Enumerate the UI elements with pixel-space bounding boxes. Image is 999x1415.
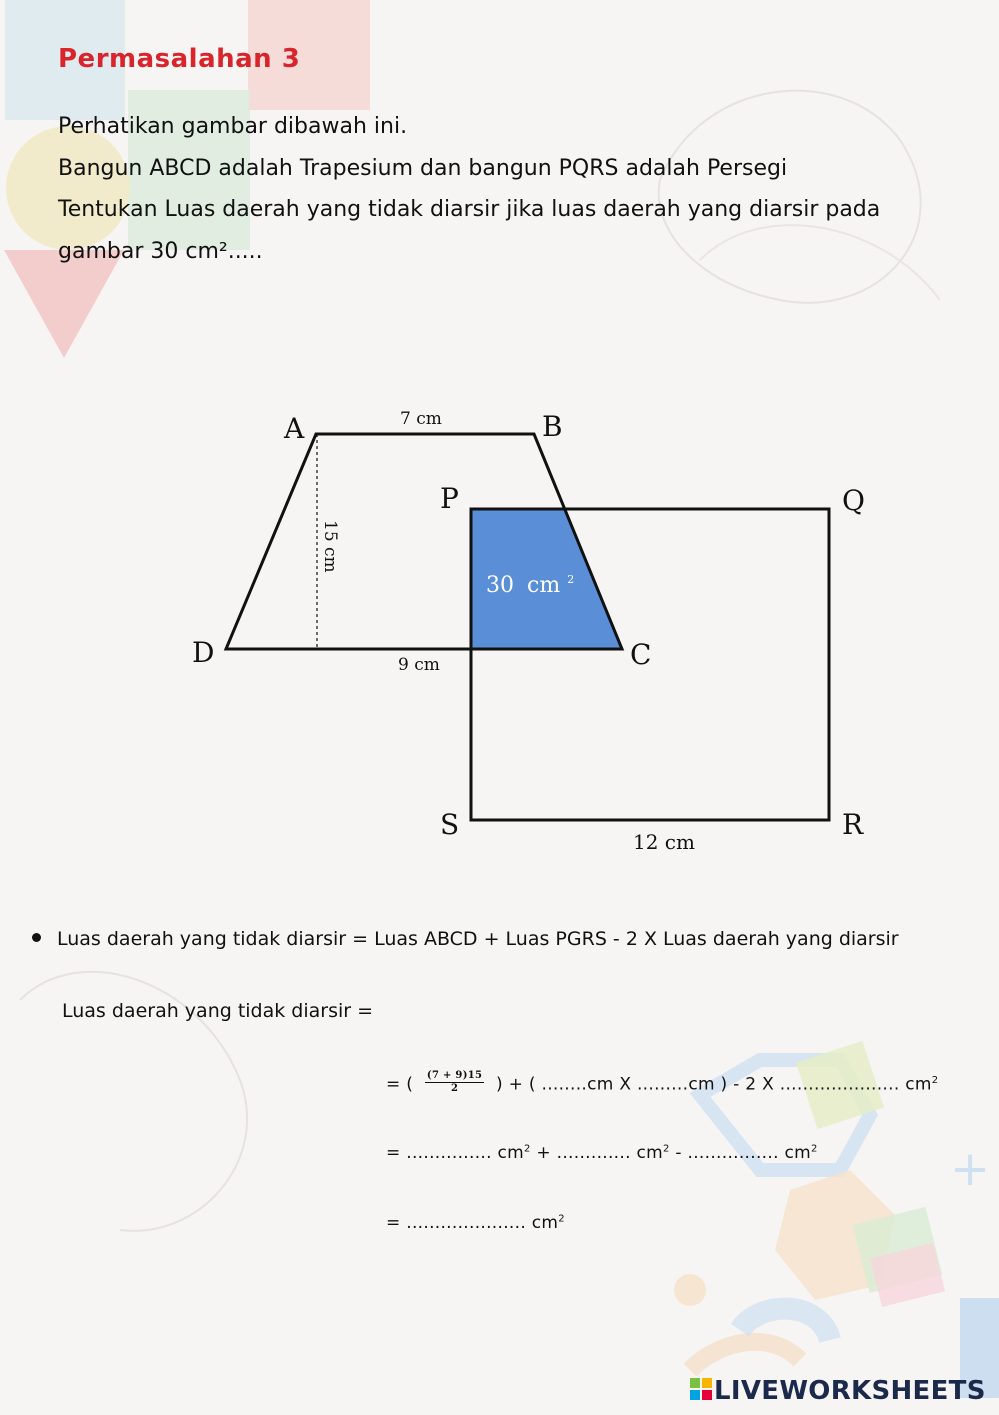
intro-line-4: gambar 30 cm².....: [58, 238, 263, 264]
square-side-label: 12 cm: [633, 830, 695, 854]
height-label: 15 cm: [320, 520, 340, 573]
vertex-label-p: P: [440, 482, 459, 515]
shaded-area-value: 30: [486, 573, 514, 598]
eq3-part1[interactable]: = ..................... cm: [386, 1213, 559, 1233]
eq2-sup2: 2: [663, 1143, 670, 1155]
equation-line-1: [386, 1072, 938, 1097]
vertex-label-d: D: [192, 636, 215, 669]
fraction-numerator: (7 + 9)15: [426, 1070, 483, 1081]
vertex-label-q: Q: [842, 484, 865, 517]
eq2-sup3: 2: [811, 1143, 818, 1155]
equation-line-3: [386, 1213, 565, 1233]
vertex-label-a: A: [284, 412, 305, 445]
eq3-sup: 2: [558, 1213, 565, 1225]
shaded-area-unit: cm: [527, 573, 561, 598]
intro-line-1: Perhatikan gambar dibawah ini.: [58, 114, 408, 139]
shaded-area-exp: 2: [567, 573, 575, 586]
page-title: Permasalahan 3: [58, 44, 301, 74]
eq2-part3[interactable]: - ................ cm: [669, 1143, 811, 1163]
brand-name: LIVEWORKSHEETS: [714, 1376, 986, 1406]
liveworksheets-logo-icon: [690, 1378, 712, 1400]
top-side-label: 7 cm: [400, 409, 442, 429]
intro-line-2: Bangun ABCD adalah Trapesium dan bangun PQRS adalah Persegi: [58, 155, 788, 181]
eq2-part1[interactable]: = ............... cm: [386, 1143, 525, 1163]
svg-text:+: +: [950, 1141, 991, 1197]
question-label: Luas daerah yang tidak diarsir =: [62, 1000, 374, 1022]
eq1-open: = (: [386, 1074, 414, 1095]
formula-text: Luas daerah yang tidak diarsir = Luas ABCD + Luas PGRS - 2 X Luas daerah yang diarsir: [57, 928, 899, 950]
eq1-sup: 2: [931, 1074, 939, 1086]
fraction-denominator: 2: [450, 1083, 459, 1094]
equation-line-2: [386, 1143, 818, 1163]
vertex-label-c: C: [630, 638, 652, 671]
vertex-label-b: B: [542, 410, 563, 443]
fraction: [425, 1070, 484, 1095]
problem-statement: [58, 106, 983, 272]
brand-logo: [690, 1376, 986, 1406]
eq2-part2[interactable]: + ............. cm: [530, 1143, 663, 1163]
eq2-sup1: 2: [524, 1143, 531, 1155]
bottom-side-label: 9 cm: [398, 655, 440, 675]
eq1-middle[interactable]: ) + ( ........cm X .........cm ) - 2 X ..................... cm: [495, 1074, 932, 1095]
shaded-area-label: [486, 573, 574, 598]
geometry-figure: [0, 380, 999, 880]
vertex-label-r: R: [842, 808, 864, 841]
vertex-label-s: S: [440, 808, 460, 841]
formula-line: [32, 928, 972, 950]
bullet-icon: [32, 933, 41, 942]
intro-line-3: Tentukan Luas daerah yang tidak diarsir jika luas daerah yang diarsir pada: [58, 197, 881, 222]
